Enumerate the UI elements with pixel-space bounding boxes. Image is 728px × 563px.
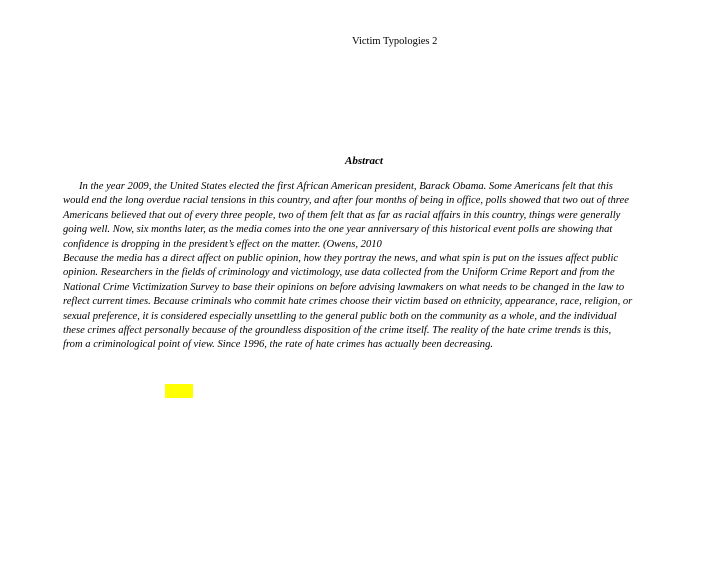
text-line: Because the media has a direct affect on public opinion, how they portray the news, and what spin is put on the issues affect public	[63, 253, 619, 265]
text-line: these crimes affect personally because of the groundless disposition of the crime itself. The reality of the hate crime trends is this,	[63, 325, 612, 337]
abstract-body	[63, 180, 663, 353]
text-line: confidence is dropping in the president’s effect on the matter. (Owens, 2010	[63, 238, 382, 250]
text-line: going well. Now, six months later, as the media comes into the one year anniversary of this historical event polls are showing that	[63, 224, 613, 236]
yellow-highlight-mark	[165, 384, 193, 398]
text-line: opinion. Researchers in the fields of criminology and victimology, use data collected from the Uniform Crime Report and from the	[63, 267, 615, 279]
text-line: sexual preference, it is considered especially unsettling to the general public both on the community as a whole, and the individual	[63, 310, 617, 322]
text-line: would end the long overdue racial tensions in this country, and after four months of being in office, polls showed that two out of three	[63, 195, 629, 207]
text-line: National Crime Victimization Survey to base their opinions on before advising lawmakers on what needs to be changed in the law to	[63, 281, 625, 293]
running-head: Victim Typologies 2	[352, 36, 438, 47]
abstract-paragraph-1	[63, 180, 663, 252]
abstract-paragraph-2	[63, 252, 663, 353]
abstract-heading: Abstract	[345, 155, 383, 167]
text-line: from a criminological point of view. Since 1996, the rate of hate crimes has actually been decreasing.	[63, 339, 494, 351]
text-line: In the year 2009, the United States elected the first African American president, Barack Obama. Some Americans felt that this	[79, 181, 613, 192]
text-line: reflect current times. Because criminals who commit hate crimes choose their victim based on ethnicity, appearance, race, religion, or	[63, 296, 633, 308]
text-line: Americans believed that out of every three people, two of them felt that as far as racial affairs in this country, things were generally	[63, 209, 621, 221]
